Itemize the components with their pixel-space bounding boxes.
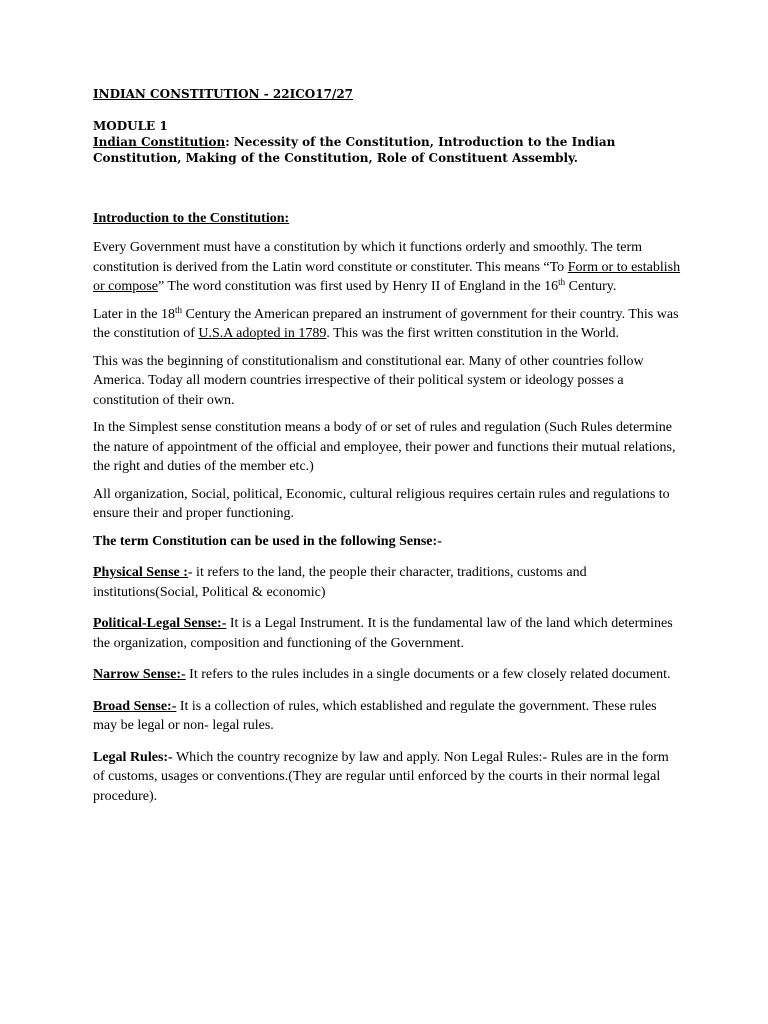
paragraph-text: . This was the first written constitution in the World. — [326, 326, 620, 341]
sense-term: Narrow Sense:- — [93, 667, 186, 682]
module-topic-text: : Necessity of the Constitution, Introduction to the Indian Constitution, Making of the Constitution, Role of Constituent Assembly. — [93, 135, 616, 165]
sense-text: - it refers to the land, the people their character, traditions, customs and institutions(Social, Political & economic) — [93, 565, 587, 600]
paragraph-text: Century the American prepared an instrument of government for their country. This was the constitution of — [93, 306, 679, 341]
sense-text: It refers to the rules includes in a single documents or a few closely related document. — [185, 667, 671, 682]
paragraph-constitutionalism: This was the beginning of constitutionalism and constitutional ear. Many of other countries follow America. Today all modern countries irrespective of their political system or ideology posses a constitution of their own. — [93, 353, 644, 408]
paragraph-organization-rules: All organization, Social, political, Economic, cultural religious requires certain rules and regulations to ensure their and proper functioning. — [93, 486, 670, 521]
senses-heading: The term Constitution can be used in the following Sense:- — [93, 533, 442, 549]
sense-political-legal — [93, 614, 683, 653]
sense-term: Legal Rules:- — [93, 749, 173, 765]
paragraph-simplest-sense: In the Simplest sense constitution means a body of or set of rules and regulation (Such Rules determine the nature of appointment of the official and employee, their power and functions their mutual relations, the right and duties of the member etc.) — [93, 420, 676, 474]
sense-broad — [93, 697, 683, 736]
module-topic-label: Indian Constitution — [93, 135, 226, 149]
superscript: th — [175, 304, 183, 315]
sense-term: Political-Legal Sense:- — [93, 616, 227, 631]
sense-text: It is a collection of rules, which established and regulate the government. These rules may be legal or non- legal rules. — [93, 698, 657, 733]
underlined-phrase: U.S.A adopted in 1789 — [198, 326, 327, 341]
document-page — [93, 86, 683, 806]
paragraph-intro — [93, 238, 683, 297]
paragraph-text: Every Government must have a constitution by which it functions orderly and smoothly. The term constitution is derived from the Latin word constitute or constituter. This means “To — [93, 240, 643, 275]
paragraph-text: Century. — [565, 279, 617, 294]
sense-text: It is a Legal Instrument. It is the fundamental law of the land which determines the organization, composition and functioning of the Government. — [93, 616, 673, 651]
sense-term: Broad Sense:- — [93, 698, 177, 714]
paragraph-text: Later in the 18 — [93, 306, 176, 322]
sense-narrow — [93, 665, 683, 685]
sense-term: Physical Sense : — [93, 565, 188, 580]
underlined-phrase: Form or to establish or compose — [93, 259, 681, 294]
section-heading: Introduction to the Constitution: — [93, 211, 290, 226]
sense-physical — [93, 563, 683, 602]
sense-legal-rules — [93, 748, 683, 807]
document-title: INDIAN CONSTITUTION - 22ICO17/27 — [93, 87, 354, 101]
module-description — [93, 134, 683, 166]
superscript: th — [558, 277, 566, 287]
paragraph-text: ” The word constitution was first used by Henry II of England in the 16 — [157, 279, 559, 294]
module-label: MODULE 1 — [93, 119, 168, 133]
paragraph-american-constitution — [93, 305, 683, 344]
sense-text: Which the country recognize by law and apply. Non Legal Rules:- Rules are in the form of customs, usages or conventions.(They are regular until enforced by the courts in their normal legal procedure). — [93, 749, 669, 804]
